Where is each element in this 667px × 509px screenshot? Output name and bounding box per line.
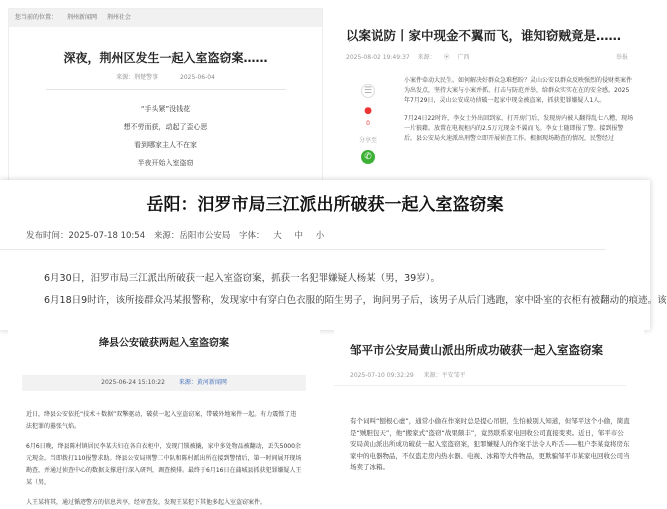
paragraph: 6月30日，汨罗市局三江派出所破获一起入室盗窃案，抓获一名犯罪嫌疑人杨某（男，39岁）。 <box>44 273 440 284</box>
article-date: 2025-08-02 19:49:37 <box>346 54 410 61</box>
body-line: 半夜开始入室盗窃 <box>137 159 194 167</box>
report-link[interactable]: 举报 <box>615 54 628 61</box>
body-line: “手头紧”没钱花 <box>140 105 191 113</box>
article-title: 岳阳：汨罗市局三江派出所破获一起入室盗窃案 <box>146 195 504 215</box>
breadcrumb-label: 您当前的位置： <box>15 14 58 21</box>
like-icon[interactable]: ● <box>364 106 372 116</box>
article-panel-zouping <box>334 328 644 488</box>
divider <box>46 89 286 90</box>
article-panel-jingzhou <box>8 8 323 188</box>
article-meta <box>0 229 606 250</box>
article-source[interactable]: 来源：黄河新闻网 <box>178 379 227 386</box>
font-size-small[interactable]: 小 <box>315 231 325 241</box>
breadcrumb-link-society[interactable]: 荆州社会 <box>106 14 131 21</box>
article-source: 来源：岳阳市公安局 <box>153 231 231 241</box>
font-size-medium[interactable]: 中 <box>294 231 303 241</box>
location-pin-icon: ⦿ <box>443 54 450 61</box>
article-location: 广西 <box>457 54 470 61</box>
paragraph: 7月24日22时许，李女士外出回到家，打开房门后，发现房内被人翻得乱七八糟，现场一片狼藉。放置在电视柜内的2.5万元现金不翼而飞。李女士随即报了警。接到报警后，县公安局火速派出刑警立即开展侦查工作。根据现场勘查的情况，民警经过 <box>404 115 634 142</box>
article-source: 来源：荆楚警事 <box>116 74 159 81</box>
article-body <box>26 409 302 509</box>
article-date: 2025-06-24 15:10:22 <box>101 379 165 386</box>
article-title: 以案说防丨家中现金不翼而飞，谁知窃贼竟是…… <box>346 28 622 43</box>
wechat-share-icon[interactable]: ✆ <box>361 150 375 164</box>
body-line: 看到哪家主人不在家 <box>134 141 197 149</box>
article-body <box>404 76 634 152</box>
article-title: 邹平市公安局黄山派出所成功破获一起入室盗窃案 <box>350 343 603 357</box>
article-meta <box>334 370 626 386</box>
article-title: 深夜，荆州区发生一起入室盗窃案…… <box>63 51 268 65</box>
paragraph: 6月18日9时许，该所接群众冯某报警称，发现家中有穿白色衣服的陌生男子，询问男子后，该男子从后门逃跑，家中卧室的衣柜有被翻动的痕迹。该 <box>44 295 667 306</box>
paragraph: 6月6日晚，绛县陈村镇居民李某夫妇在各自衣柜中，发现门锁被撬，家中多处物品被翻动，丢失5000余元现金。当即拨打110报警求助。绛县公安局刑警二中队和陈村派出所在接到警情后，第一时间展开现场勘查，并通过侦查中心的数据支撑进行深入研判，调查摸排。最终于6月16日在蒲城县抓获犯罪嫌疑人王某（男， <box>26 443 302 486</box>
paragraph: 近日，绛县公安依托“技术＋数据”双擎驱动，破获一起入室盗窃案，带破外地案件一起。有力震慑了违法犯罪的嚣张气焰。 <box>26 411 297 430</box>
font-size-large[interactable]: 大 <box>273 231 282 241</box>
font-size-label: 字体： <box>239 231 265 241</box>
article-source: 来源： <box>417 54 436 61</box>
paragraph: 小案件牵动大民生。如何解决好群众急难愁盼？灵山公安以群众反映强烈的侵财类案件为出发点，坚持大案与小案并抓、打击与防范并举，给群众实实在在的安全感。2025年7月29日，灵山公安成功侦破一起家中现金被盗案，抓获犯罪嫌疑人1人。 <box>404 77 633 104</box>
article-date: 2025-07-10 09:32:29 <box>350 372 414 379</box>
publish-label: 发布时间： <box>26 231 69 241</box>
article-date: 2025-06-04 <box>180 74 215 81</box>
comment-icon[interactable]: ☰ <box>361 84 375 98</box>
article-panel-yueyang <box>0 180 667 330</box>
article-source: 来源：平安邹平 <box>423 372 466 379</box>
body-line: 想不劳而获，动起了歪心思 <box>123 123 208 131</box>
article-panel-jiangxian <box>8 326 320 506</box>
paragraph: 人王某将其，通过循迹警方的信息共享，经审查发，发现王某犯下其他多起入室盗窃案件。 <box>26 499 267 506</box>
comment-count: 0 <box>366 120 370 127</box>
share-sidebar <box>358 78 378 166</box>
article-body: 有个词叫“刨根心虚”，通常小偷在作案时总是提心吊胆，生怕被别人知道，但邹平这个小偷，简直是“贼胆包天”，他“搬家式”盗窃“战果颇丰”，竟然联系家电回收公司直接变卖。近日，邹平市公安局黄山派出所成功破获一起入室盗窃案，犯罪嫌疑人的作案手法令人咋舌——租户李某竟将房东家中的电器物品，不仅盗走房内热水器、电视、冰箱等大件物品，更欺骗邹平市某家电回收公司当场卖了冰箱。 <box>350 417 630 471</box>
article-title: 绛县公安破获两起入室盗窃案 <box>99 338 229 349</box>
breadcrumb <box>9 9 322 27</box>
article-meta <box>22 375 306 391</box>
publish-time: 2025-07-18 10:54 <box>68 231 146 241</box>
article-panel-lingshan <box>332 8 642 183</box>
breadcrumb-link-news[interactable]: 荆州新闻网 <box>66 14 97 21</box>
article-meta <box>9 72 322 81</box>
article-meta <box>332 52 642 61</box>
share-label: 分享至 <box>358 137 377 144</box>
